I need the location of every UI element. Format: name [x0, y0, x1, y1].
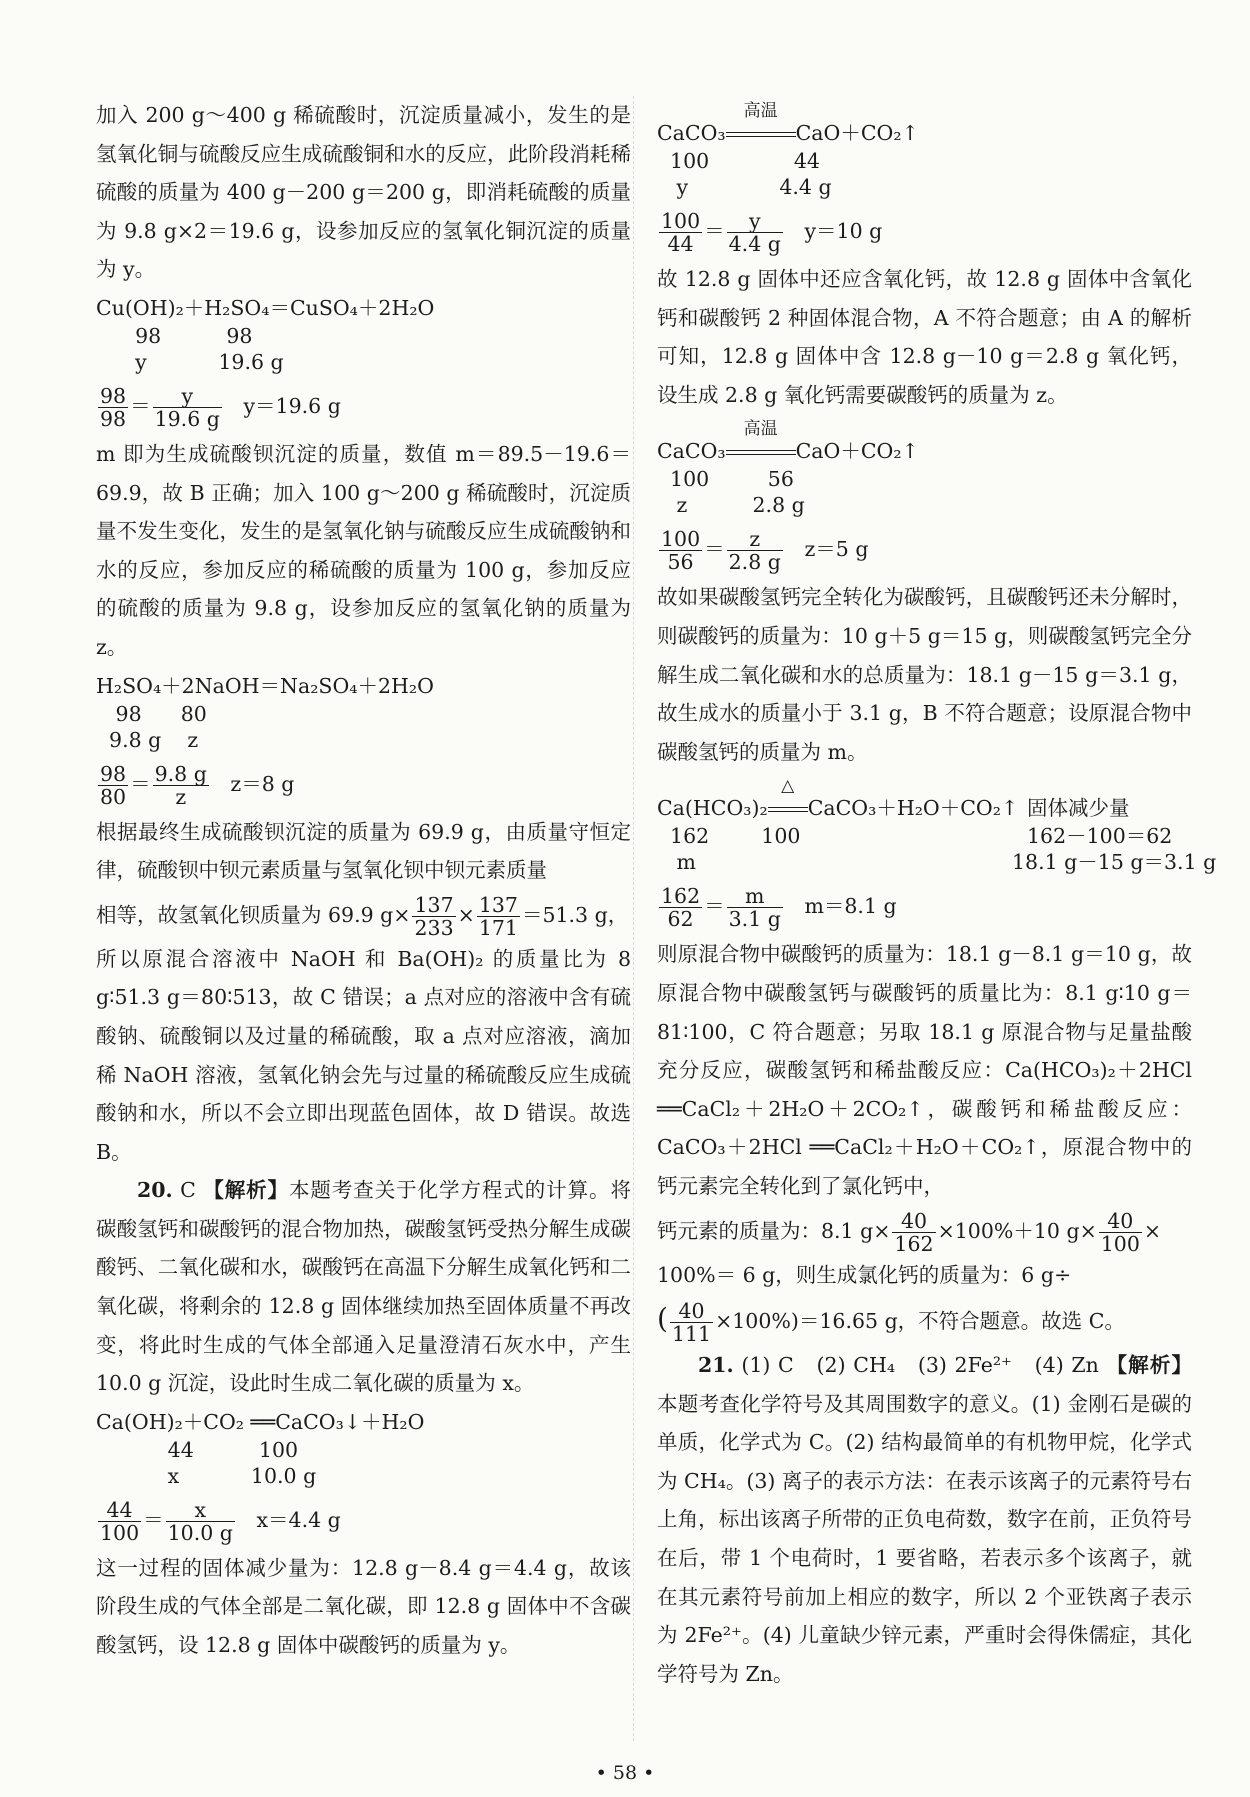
fraction: $\frac{m}{3.1 g}$ [728, 884, 781, 932]
equation-row: 100 56 [657, 467, 794, 492]
proportion: $\frac{100}{44}$ ＝ $\frac{y}{4.4 g}$ y＝10 g [661, 209, 883, 256]
fraction: $\frac{40}{100}$ [1100, 1208, 1140, 1256]
fraction: $\frac{y}{4.4 g}$ [728, 209, 781, 256]
equation-values [657, 466, 1192, 518]
equation-row: z 2.8 g [657, 493, 805, 518]
paragraph: m 即为生成硫酸钡沉淀的质量，数值 m＝89.5－19.6＝69.9，故 B 正确；加入 100 g～200 g 稀硫酸时，沉淀质量不发生变化，发生的是氢氧化钠与硫酸反应生成硫酸钠和水的反应，参加反应的稀硫酸的质量为 100 g，参加反应的硫酸的质量为 9.8 g，设参加反应的氢氧化钠的质量为 z。 [96, 441, 631, 659]
paragraph: 100%＝ 6 g，则生成氯化钙的质量为：6 g÷ [657, 1262, 1072, 1287]
equation-row: y 4.4 g [657, 175, 832, 199]
equation: Cu(OH)₂＋H₂SO₄＝CuSO₄＋2H₂O [96, 295, 435, 320]
equation: Ca(HCO₃)₂ △ CaCO₃＋H₂O＋CO₂↑ 固体减少量 [657, 793, 1192, 823]
equation-row: 9.8 g z [96, 727, 199, 752]
equation: Ca(OH)₂＋CO₂ ══CaCO₃↓＋H₂O [96, 1409, 425, 1434]
fraction: $\frac{162}{62}$ [661, 884, 701, 932]
paragraph: 根据最终生成硫酸钡沉淀的质量为 69.9 g，由质量守恒定律，硫酸钡中钡元素质量与氢氧化钡中钡元素质量 [96, 819, 631, 883]
fraction: $\frac{98}{80}$ [100, 761, 127, 809]
fraction: $\frac{y}{19.6 g}$ [154, 383, 220, 431]
result: x＝4.4 g [256, 1507, 341, 1532]
equation-values [657, 148, 1192, 200]
paragraph: 则原混合物中碳酸钙的质量为：18.1 g－8.1 g＝10 g，故原混合物中碳酸氢钙与碳酸钙的质量比为：8.1 g∶10 g＝81∶100，C 符合题意；另取 18.1 g 原混合物与足量盐酸充分反应，碳酸氢钙和稀盐酸反应：Ca(HCO₃)₂＋2HCl ══CaCl₂＋2H₂O＋2CO₂↑，碳酸钙和稀盐酸反应：CaCO₃＋2HCl ══CaCl₂＋H₂O＋CO₂↑，原混合物中的钙元素完全转化到了氯化钙中， [657, 942, 1192, 1198]
proportion: $\frac{98}{80}$ ＝ $\frac{9.8 g}{z}$ z＝8 g [100, 761, 295, 809]
equation-row: y 19.6 g [96, 349, 284, 374]
proportion: $\frac{100}{56}$ ＝ $\frac{z}{2.8 g}$ z＝5 g [661, 527, 869, 575]
equation: CaCO₃ 高温 CaO＋CO₂↑ [657, 118, 1192, 148]
result: y＝10 g [804, 219, 883, 243]
equation-values [96, 1437, 631, 1489]
page-number: • 58 • [595, 1762, 655, 1784]
fraction: $\frac{100}{56}$ [661, 527, 701, 575]
equation-row: 98 80 [96, 701, 207, 726]
fraction: $\frac{9.8 g}{z}$ [154, 761, 207, 809]
paragraph: 相等，故氢氧化钡质量为 69.9 g× $\frac{137}{233}$ × $\frac{137}{171}$ ＝51.3 g， [96, 892, 629, 940]
column-divider [633, 96, 634, 1741]
fraction: $\frac{x}{10.0 g}$ [167, 1497, 233, 1545]
paragraph: 加入 200 g～400 g 稀硫酸时，沉淀质量减小，发生的是氢氧化铜与硫酸反应生成硫酸铜和水的反应，此阶段消耗稀硫酸的质量为 400 g－200 g＝200 g，即消耗硫酸的质量为 9.8 g×2＝19.6 g，设参加反应的氢氧化铜沉淀的质量为 y。 [96, 103, 631, 282]
side-value: 18.1 g－15 g＝3.1 g [1012, 850, 1217, 875]
paragraph: 钙元素的质量为：8.1 g× $\frac{40}{162}$ ×100%＋10 g× $\frac{40}{100}$ × [657, 1208, 1162, 1256]
equation-values [96, 701, 631, 753]
question-21: 21. (1) C (2) CH₄ (3) 2Fe²⁺ (4) Zn 【解析】本题考查化学符号及其周围数字的意义。(1) 金刚石是碳的单质，化学式为 C。(2) 结构最简单的有机物甲烷，化学式为 CH₄。(3) 离子的表示方法：在表示该离子的元素符号右上角，标出该离子所带的正负电荷数，数字在前，正负符号在后，带 1 个电荷时，1 要省略，若表示多个该离子，就在其元素符号前加上相应的数字，所以 2 个亚铁离子表示为 2Fe²⁺。(4) 儿童缺少锌元素，严重时会得侏儒症，其化学符号为 Zn。 [657, 1353, 1192, 1686]
fraction: $\frac{137}{171}$ [478, 892, 518, 940]
analysis-tag: 【解析】 [1106, 1353, 1192, 1378]
answer: C [180, 1178, 196, 1203]
fraction: $\frac{98}{98}$ [100, 383, 127, 431]
reaction-condition: △ [768, 793, 808, 823]
equation-row: x 10.0 g [96, 1463, 317, 1488]
fraction: $\frac{z}{2.8 g}$ [728, 527, 781, 575]
fraction: $\frac{137}{233}$ [414, 892, 454, 940]
fraction: $\frac{40}{111}$ [671, 1299, 712, 1347]
equation: CaCO₃ 高温 CaO＋CO₂↑ [657, 436, 1192, 466]
reaction-condition: 高温 [726, 118, 796, 148]
proportion: $\frac{98}{98}$ ＝ $\frac{y}{19.6 g}$ y＝19.6 g [100, 383, 341, 431]
equation-row: 162 100 [657, 824, 801, 849]
right-column [657, 96, 1217, 1693]
result: m＝8.1 g [804, 894, 897, 919]
result: z＝8 g [230, 771, 295, 796]
question-number: 21. [698, 1353, 734, 1378]
reaction-condition: 高温 [726, 436, 796, 466]
proportion: $\frac{44}{100}$ ＝ $\frac{x}{10.0 g}$ x＝4.4 g [100, 1497, 341, 1545]
fraction: $\frac{44}{100}$ [100, 1497, 140, 1545]
paragraph: 这一过程的固体减少量为：12.8 g－8.4 g＝4.4 g，故该阶段生成的气体全部是二氧化碳，即 12.8 g 固体中不含碳酸氢钙，设 12.8 g 固体中碳酸钙的质量为 y。 [96, 1555, 631, 1658]
paragraph: 所以原混合溶液中 NaOH 和 Ba(OH)₂ 的质量比为 8 g∶51.3 g＝80∶513，故 C 错误；a 点对应的溶液中含有硫酸钠、硫酸铜以及过量的稀硫酸，取 a 点对应溶液，滴加稀 NaOH 溶液，氢氧化钠会先与过量的稀硫酸反应生成硫酸钠和水，所以不会立即出现蓝色固体，故 D 错误。故选 B。 [96, 946, 631, 1164]
equation-row: 100 44 [657, 149, 820, 173]
question-20: 20. C 【解析】本题考查关于化学方程式的计算。将碳酸氢钙和碳酸钙的混合物加热，碳酸氢钙受热分解生成碳酸钙、二氧化碳和水，碳酸钙在高温下分解生成氧化钙和二氧化碳，将剩余的 12.8 g 固体继续加热至固体质量不再改变，将此时生成的气体全部通入足量澄清石灰水中，产生 10.0 g 沉淀，设此时生成二氧化碳的质量为 x。 [96, 1178, 631, 1396]
answer: (1) C (2) CH₄ (3) 2Fe²⁺ (4) Zn [741, 1353, 1099, 1378]
result: z＝5 g [804, 537, 869, 562]
paragraph: 故如果碳酸氢钙完全转化为碳酸钙，且碳酸钙还未分解时，则碳酸钙的质量为：10 g＋5 g＝15 g，则碳酸氢钙完全分解生成二氧化碳和水的总质量为：18.1 g－15 g＝3.1 g，故生成水的质量小于 3.1 g，B 不符合题意；设原混合物中碳酸氢钙的质量为 m。 [657, 585, 1192, 764]
equation-values [96, 323, 631, 375]
question-number: 20. [137, 1178, 173, 1203]
side-label: 固体减少量 [1027, 796, 1130, 821]
equation-row: 44 100 [96, 1437, 299, 1462]
proportion: $\frac{162}{62}$ ＝ $\frac{m}{3.1 g}$ m＝8.1 g [661, 884, 897, 932]
equation-row: m [657, 850, 696, 875]
analysis-tag: 【解析】 [203, 1178, 289, 1203]
result: y＝19.6 g [243, 393, 341, 418]
equation-values [657, 823, 1217, 875]
paragraph: 故 12.8 g 固体中还应含氧化钙，故 12.8 g 固体中含氧化钙和碳酸钙 2 种固体混合物，A 不符合题意；由 A 的解析可知，12.8 g 固体中含 12.8 g－10 g＝2.8 g 氧化钙，设生成 2.8 g 氧化钙需要碳酸钙的质量为 z。 [657, 267, 1192, 407]
equation: H₂SO₄＋2NaOH＝Na₂SO₄＋2H₂O [96, 673, 434, 698]
paragraph: ( $\frac{40}{111}$ ×100%)＝16.65 g，不符合题意。故选 C。 [657, 1299, 1125, 1347]
fraction: $\frac{40}{162}$ [894, 1208, 934, 1256]
fraction: $\frac{100}{44}$ [661, 209, 701, 256]
equation-row: 98 98 [96, 323, 253, 348]
side-value: 162－100＝62 [1027, 824, 1173, 849]
left-column [96, 96, 631, 1665]
